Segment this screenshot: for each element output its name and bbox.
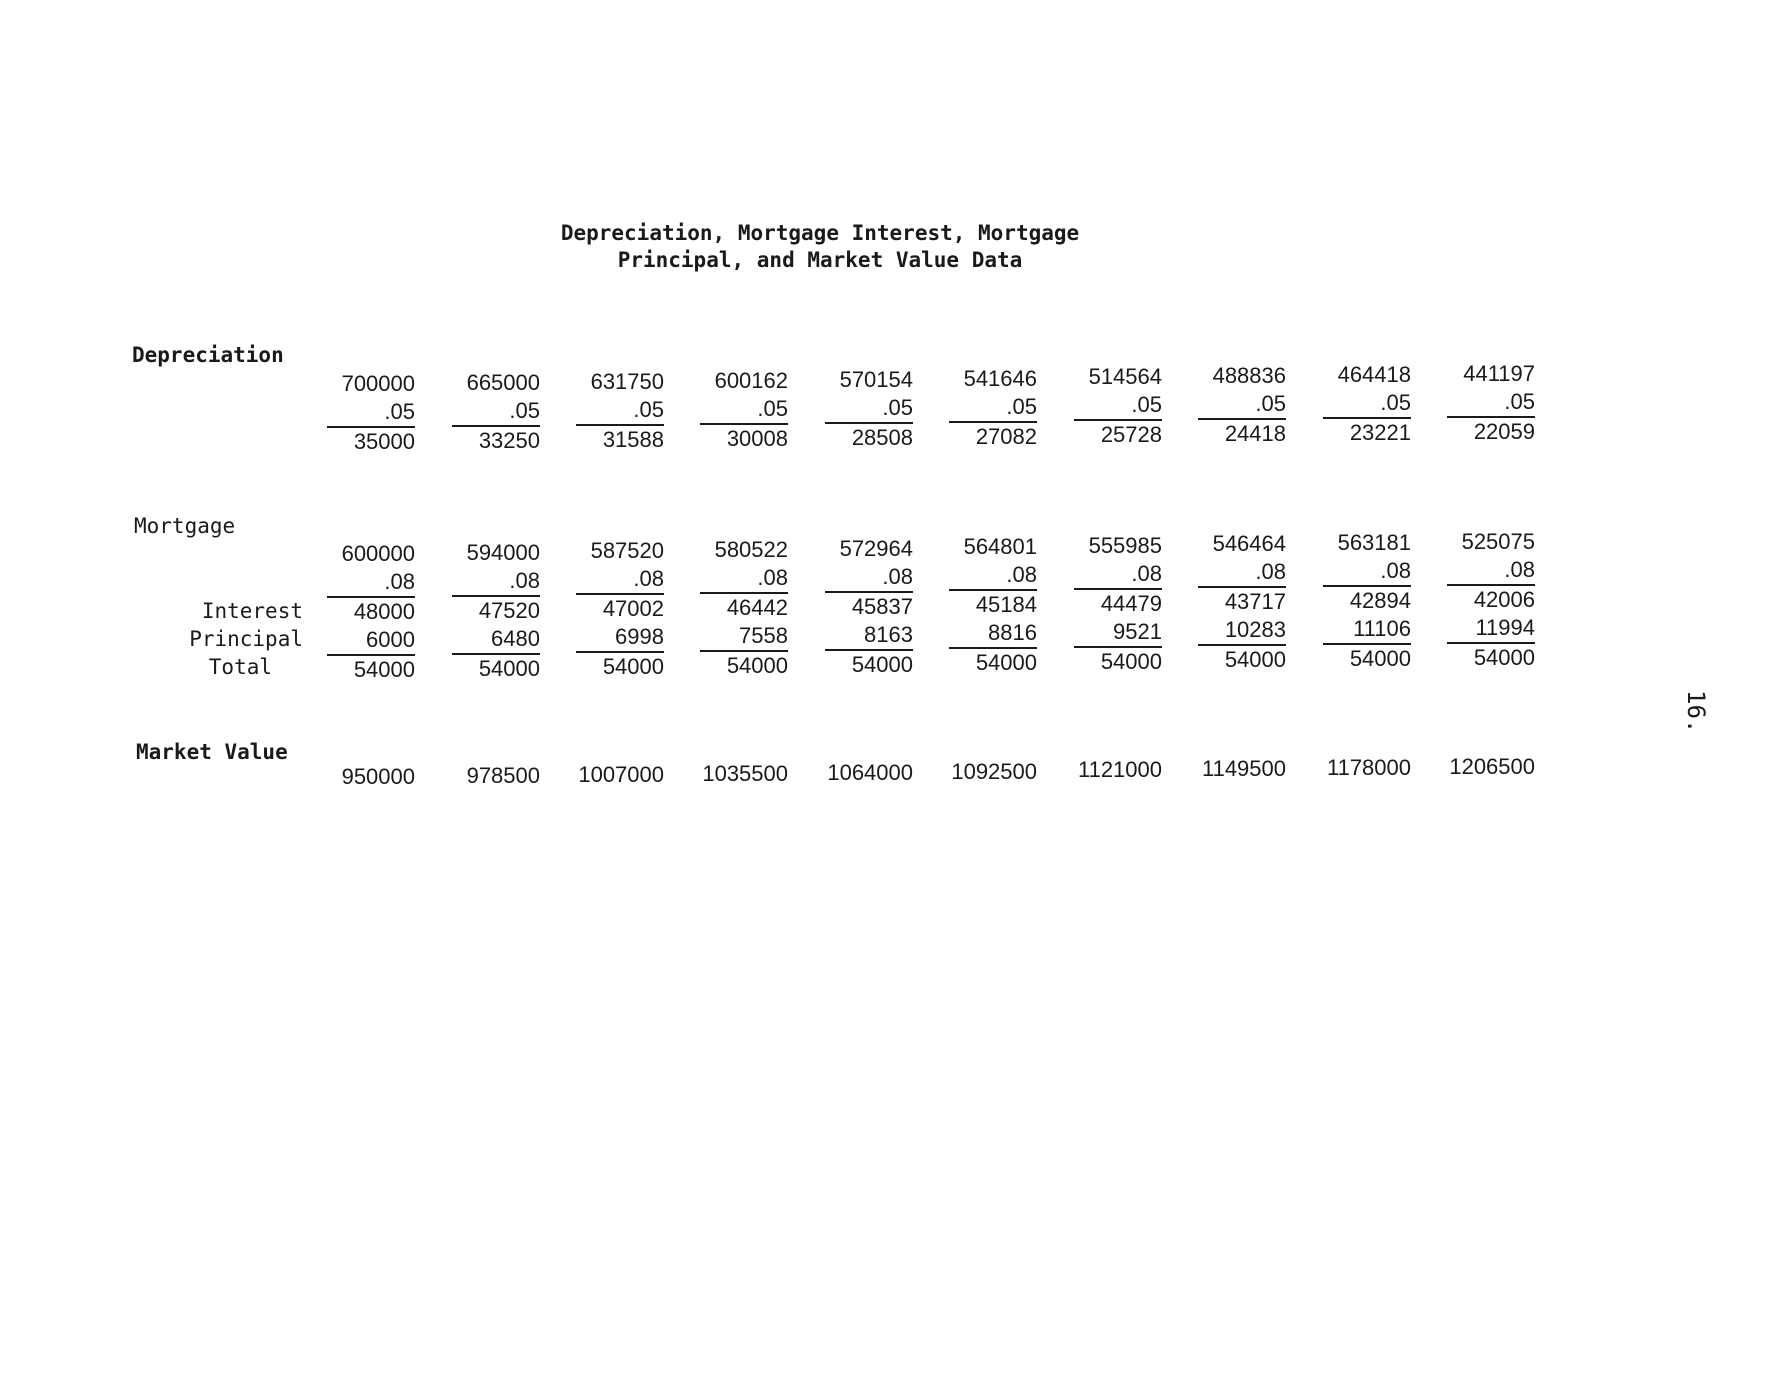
mortgage-total: 54000 [1100,649,1162,674]
mortgage-total: 54000 [1224,647,1286,672]
mortgage-principal: 7558 [700,622,788,652]
depreciation-label: Depreciation [132,343,284,367]
depreciation-column [452,369,540,455]
mortgage-principal: 8163 [825,621,913,651]
depreciation-rate: .05 [1198,390,1286,420]
depreciation-base: 631750 [590,369,664,394]
mortgage-rate: .08 [700,564,788,594]
mortgage-rate: .08 [1074,560,1162,590]
mortgage-rate: .08 [452,567,540,597]
market-value-cell: 1092500 [951,759,1037,784]
depreciation-column [327,370,415,456]
mortgage-balance: 580522 [714,537,788,562]
page-number: 16. [1682,690,1710,734]
mortgage-label: Mortgage [134,514,236,538]
depreciation-result: 33250 [478,428,540,453]
market-value-cell: 950000 [341,764,415,789]
depreciation-rate: .05 [327,398,415,428]
mortgage-rate: .08 [949,561,1037,591]
mortgage-balance: 564801 [963,534,1037,559]
depreciation-rate: .05 [825,394,913,424]
mortgage-column [949,533,1037,677]
mortgage-column [1198,530,1286,674]
depreciation-column [576,368,664,454]
mortgage-principal: 6998 [576,623,664,653]
depreciation-base: 464418 [1337,362,1411,387]
mortgage-total: 54000 [1349,646,1411,671]
depreciation-result: 27082 [975,424,1037,449]
mortgage-interest: 44479 [1100,591,1162,616]
depreciation-result: 35000 [353,429,415,454]
depreciation-rate: .05 [452,397,540,427]
depreciation-base: 541646 [963,366,1037,391]
depreciation-result: 30008 [726,426,788,451]
depreciation-base: 441197 [1463,361,1535,386]
principal-label: Principal [189,627,303,651]
depreciation-column [700,367,788,453]
page-title [420,220,1220,274]
mortgage-column [825,535,913,679]
depreciation-column [825,366,913,452]
mortgage-interest: 42894 [1349,588,1411,613]
depreciation-base: 570154 [839,367,913,392]
mortgage-principal: 6000 [327,626,415,656]
mortgage-interest: 46442 [726,595,788,620]
market-value-cell: 1064000 [827,760,913,785]
mortgage-rate: .08 [327,568,415,598]
depreciation-base: 600162 [714,368,788,393]
mortgage-column [452,539,540,683]
depreciation-rate: .05 [700,395,788,425]
market-value-cell: 1007000 [578,762,664,787]
depreciation-result: 24418 [1224,421,1286,446]
market-value-cell: 1121000 [1077,757,1162,782]
depreciation-base: 488836 [1212,363,1286,388]
mortgage-total: 54000 [975,650,1037,675]
depreciation-base: 700000 [341,371,415,396]
mortgage-balance: 546464 [1212,531,1286,556]
market-value-cell: 1178000 [1326,755,1411,780]
mortgage-principal: 6480 [452,625,540,655]
depreciation-result: 23221 [1349,420,1411,445]
mortgage-interest: 42006 [1473,587,1535,612]
mortgage-interest: 47520 [478,598,540,623]
market-value-cell: 1149500 [1201,756,1286,781]
mortgage-principal: 10283 [1198,616,1286,646]
mortgage-total: 54000 [602,654,664,679]
depreciation-column [1198,362,1286,448]
depreciation-column [949,365,1037,451]
title-line-2: Principal, and Market Value Data [617,248,1023,272]
depreciation-rate: .05 [1447,388,1535,418]
mortgage-rate: .08 [1323,557,1411,587]
depreciation-column [1447,360,1535,446]
depreciation-result: 25728 [1100,422,1162,447]
title-line-1: Depreciation, Mortgage Interest, Mortgage [560,221,1080,245]
depreciation-result: 22059 [1473,419,1535,444]
mortgage-total: 54000 [353,657,415,682]
mortgage-column [1447,528,1535,672]
mortgage-principal: 11106 [1323,615,1411,645]
mortgage-column [700,536,788,680]
mortgage-total: 54000 [726,653,788,678]
mortgage-balance: 563181 [1337,530,1411,555]
market-value-cell: 1035500 [702,761,788,786]
depreciation-rate: .05 [576,396,664,426]
mortgage-column [327,540,415,684]
depreciation-result: 28508 [851,425,913,450]
mortgage-principal: 11994 [1447,614,1535,644]
mortgage-interest: 47002 [602,596,664,621]
depreciation-result: 31588 [602,427,664,452]
mortgage-column [1323,529,1411,673]
mortgage-total: 54000 [1473,645,1535,670]
mortgage-principal: 8816 [949,619,1037,649]
depreciation-column [1074,363,1162,449]
mortgage-rate: .08 [576,565,664,595]
mortgage-principal: 9521 [1074,618,1162,648]
market-value-cell: 978500 [466,763,540,788]
mortgage-rate: .08 [1198,558,1286,588]
depreciation-rate: .05 [1323,389,1411,419]
depreciation-base: 514564 [1088,364,1162,389]
mortgage-interest: 48000 [353,599,415,624]
mortgage-interest: 45837 [851,594,913,619]
mortgage-total: 54000 [478,656,540,681]
market-value-label: Market Value [136,740,288,764]
total-label: Total [208,655,272,679]
depreciation-rate: .05 [1074,391,1162,421]
mortgage-column [576,537,664,681]
depreciation-base: 665000 [466,370,540,395]
interest-label: Interest [201,599,303,623]
depreciation-rate: .05 [949,393,1037,423]
mortgage-balance: 572964 [839,536,913,561]
mortgage-interest: 43717 [1224,589,1286,614]
mortgage-total: 54000 [851,652,913,677]
mortgage-rate: .08 [825,563,913,593]
mortgage-rate: .08 [1447,556,1535,586]
mortgage-balance: 587520 [590,538,664,563]
mortgage-balance: 525075 [1461,529,1535,554]
mortgage-balance: 555985 [1088,533,1162,558]
mortgage-column [1074,532,1162,676]
mortgage-balance: 594000 [466,540,540,565]
mortgage-balance: 600000 [341,541,415,566]
mortgage-interest: 45184 [975,592,1037,617]
depreciation-column [1323,361,1411,447]
market-value-cell: 1206500 [1449,754,1535,779]
